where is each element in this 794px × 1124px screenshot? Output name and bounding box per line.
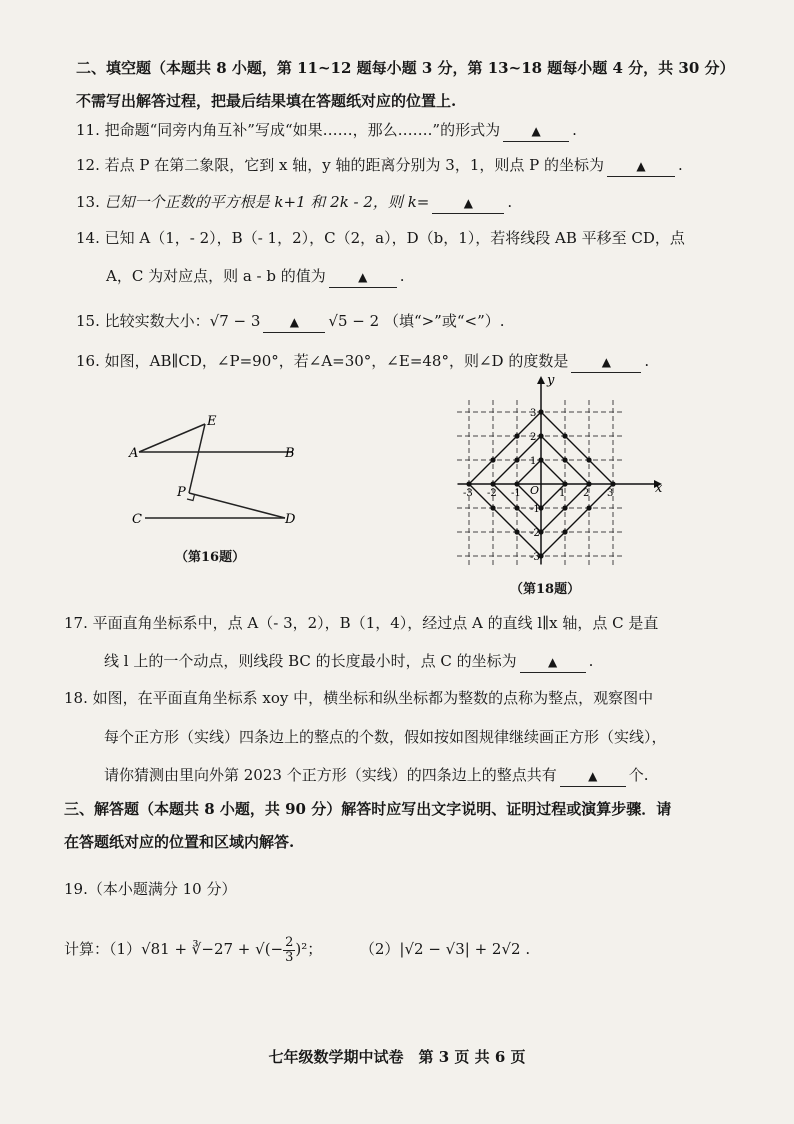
expression-2: |√2 − √3| + 2√2 .: [399, 940, 531, 958]
triangle-icon: ▲: [358, 270, 368, 284]
expression-1: √81 + ∛−27 + √(: [141, 940, 271, 958]
answer-blank: [263, 311, 325, 333]
question-text: 如图，AB∥CD，∠P=90°，若∠A=30°，∠E=48°，则∠D 的度数是: [104, 352, 569, 370]
lattice-point: [514, 433, 519, 438]
question-15: 15. 比较实数大小：√7 − 3 ▲ √5 − 2 （填“>”或“<”）.: [76, 311, 505, 333]
question-17-line2: 线 l 上的一个动点，则线段 BC 的长度最小时，点 C 的坐标为 ▲ .: [104, 651, 593, 673]
x-tick-label: -3: [463, 488, 473, 499]
expression-right: √5 − 2: [328, 312, 380, 330]
answer-blank: [432, 192, 504, 214]
triangle-icon: ▲: [289, 315, 300, 329]
triangle-icon: ▲: [588, 769, 598, 783]
question-14-line2: A，C 为对应点，则 a - b 的值为 ▲ .: [106, 266, 405, 288]
question-11: 11. 把命题“同旁内角互补”写成“如果……，那么…….”的形式为 ▲ .: [76, 120, 577, 142]
answer-blank: [520, 651, 586, 673]
question-number: 17.: [64, 614, 88, 632]
question-18-line3: 请你猜测由里向外第 2023 个正方形（实线）的四条边上的整点共有 ▲ 个.: [104, 765, 649, 787]
figure-16: [125, 410, 315, 540]
label-c: C: [132, 512, 142, 527]
figure-16-caption: （第16题）: [175, 550, 246, 565]
segment-pd: [189, 493, 285, 518]
x-axis-label: x: [655, 481, 663, 496]
lattice-point: [586, 457, 591, 462]
y-axis-label: y: [547, 373, 555, 388]
triangle-icon: ▲: [463, 196, 473, 210]
question-13: 13. 已知一个正数的平方根是 k+1 和 2k - 2，则 k= ▲ .: [76, 192, 512, 214]
triangle-icon: ▲: [636, 159, 646, 173]
segment-ep: [189, 424, 205, 493]
y-tick-label: -3: [530, 552, 540, 563]
section3-heading: 三、解答题（本题共 8 小题，共 90 分）解答时应写出文字说明、证明过程或演算步骤．请: [64, 800, 672, 818]
figure-18: [450, 372, 675, 572]
question-17: [64, 613, 658, 633]
label-p: P: [177, 485, 186, 500]
lattice-point: [562, 457, 567, 462]
right-angle-mark: [187, 495, 195, 501]
answer-blank: [607, 155, 675, 177]
page-footer: 七年级数学期中试卷 第 3 页 共 6 页: [268, 1048, 526, 1066]
y-tick-label: 3: [530, 408, 537, 419]
answer-blank: [571, 351, 641, 373]
hint: （填“>”或“<”）.: [383, 312, 505, 330]
y-tick-label: 1: [530, 456, 537, 467]
question-text: 把命题“同旁内角互补”写成“如果……，那么…….”的形式为: [104, 121, 501, 139]
question-number: 12.: [76, 156, 100, 174]
question-number: 16.: [76, 352, 100, 370]
label-b: B: [285, 446, 295, 461]
question-number: 18.: [64, 689, 88, 707]
lattice-point: [562, 505, 567, 510]
segment-ae: [139, 424, 205, 452]
question-18-line2: 每个正方形（实线）四条边上的整点的个数，假如按如图规律继续画正方形（实线），: [104, 728, 667, 746]
question-number: 13.: [76, 193, 100, 211]
question-19-title: 19.（本小题满分 10 分）: [64, 880, 237, 898]
lattice-point: [514, 457, 519, 462]
x-tick-label: -1: [511, 488, 521, 499]
question-text: 如图，在平面直角坐标系 xoy 中，横坐标和纵坐标都为整数的点称为整点，观察图中: [92, 689, 654, 707]
answer-blank: [329, 266, 397, 288]
lattice-point: [514, 529, 519, 534]
y-axis-arrow-icon: [537, 376, 545, 384]
answer-blank: [560, 765, 626, 787]
figure-18-caption: （第18题）: [510, 582, 581, 597]
lattice-point: [562, 529, 567, 534]
fraction: $\frac{2}{3}$: [285, 934, 294, 965]
label-e: E: [207, 414, 217, 429]
question-14: [76, 228, 685, 248]
question-number: 11.: [76, 121, 100, 139]
y-tick-label: -1: [530, 504, 540, 515]
question-19-calc: 计算：（1）√81 + ∛−27 + √(− $\frac{2}{3}$ )²； （2）|√2 − √3| + 2√2 .: [64, 934, 531, 965]
x-tick-label: 3: [607, 488, 614, 499]
question-text: 已知一个正数的平方根是 k+1 和 2k - 2，则 k=: [104, 193, 430, 211]
lattice-point: [490, 505, 495, 510]
section2-heading: 二、填空题（本题共 8 小题，第 11~12 题每小题 3 分，第 13~18 题每小题 4 分，共 30 分）: [76, 59, 735, 77]
triangle-icon: ▲: [601, 355, 611, 369]
question-text: 已知 A（1，- 2），B（- 1，2），C（2，a），D（b，1），若将线段 AB 平移至 CD，点: [104, 229, 685, 247]
lattice-point: [586, 505, 591, 510]
lattice-point: [490, 457, 495, 462]
x-tick-label: -2: [487, 488, 497, 499]
lattice-point: [562, 433, 567, 438]
triangle-icon: ▲: [548, 655, 558, 669]
lattice-point: [514, 505, 519, 510]
label-d: D: [285, 512, 296, 527]
triangle-icon: ▲: [531, 124, 541, 138]
y-tick-label: 2: [530, 432, 537, 443]
answer-blank: [503, 120, 569, 142]
question-18: [64, 688, 653, 708]
question-number: 15.: [76, 312, 100, 330]
question-16: 16. 如图，AB∥CD，∠P=90°，若∠A=30°，∠E=48°，则∠D 的度数是 ▲ .: [76, 351, 649, 373]
x-tick-label: 2: [583, 488, 590, 499]
section3-line2: 在答题纸对应的位置和区域内解答.: [64, 833, 295, 851]
label-a: A: [129, 446, 139, 461]
origin-label: O: [530, 484, 540, 497]
question-number: 14.: [76, 229, 100, 247]
section2-instruction: 不需写出解答过程，把最后结果填在答题纸对应的位置上.: [76, 92, 457, 110]
question-12: 12. 若点 P 在第二象限，它到 x 轴，y 轴的距离分别为 3，1，则点 P 的坐标为 ▲ .: [76, 155, 683, 177]
expression-left: √7 − 3: [209, 312, 261, 330]
question-text: 平面直角坐标系中，点 A（- 3，2），B（1，4），经过点 A 的直线 l∥x 轴，点 C 是直: [92, 614, 659, 632]
y-tick-label: -2: [530, 528, 540, 539]
question-text: 若点 P 在第二象限，它到 x 轴，y 轴的距离分别为 3，1，则点 P 的坐标为: [104, 156, 604, 174]
x-tick-label: 1: [559, 488, 566, 499]
